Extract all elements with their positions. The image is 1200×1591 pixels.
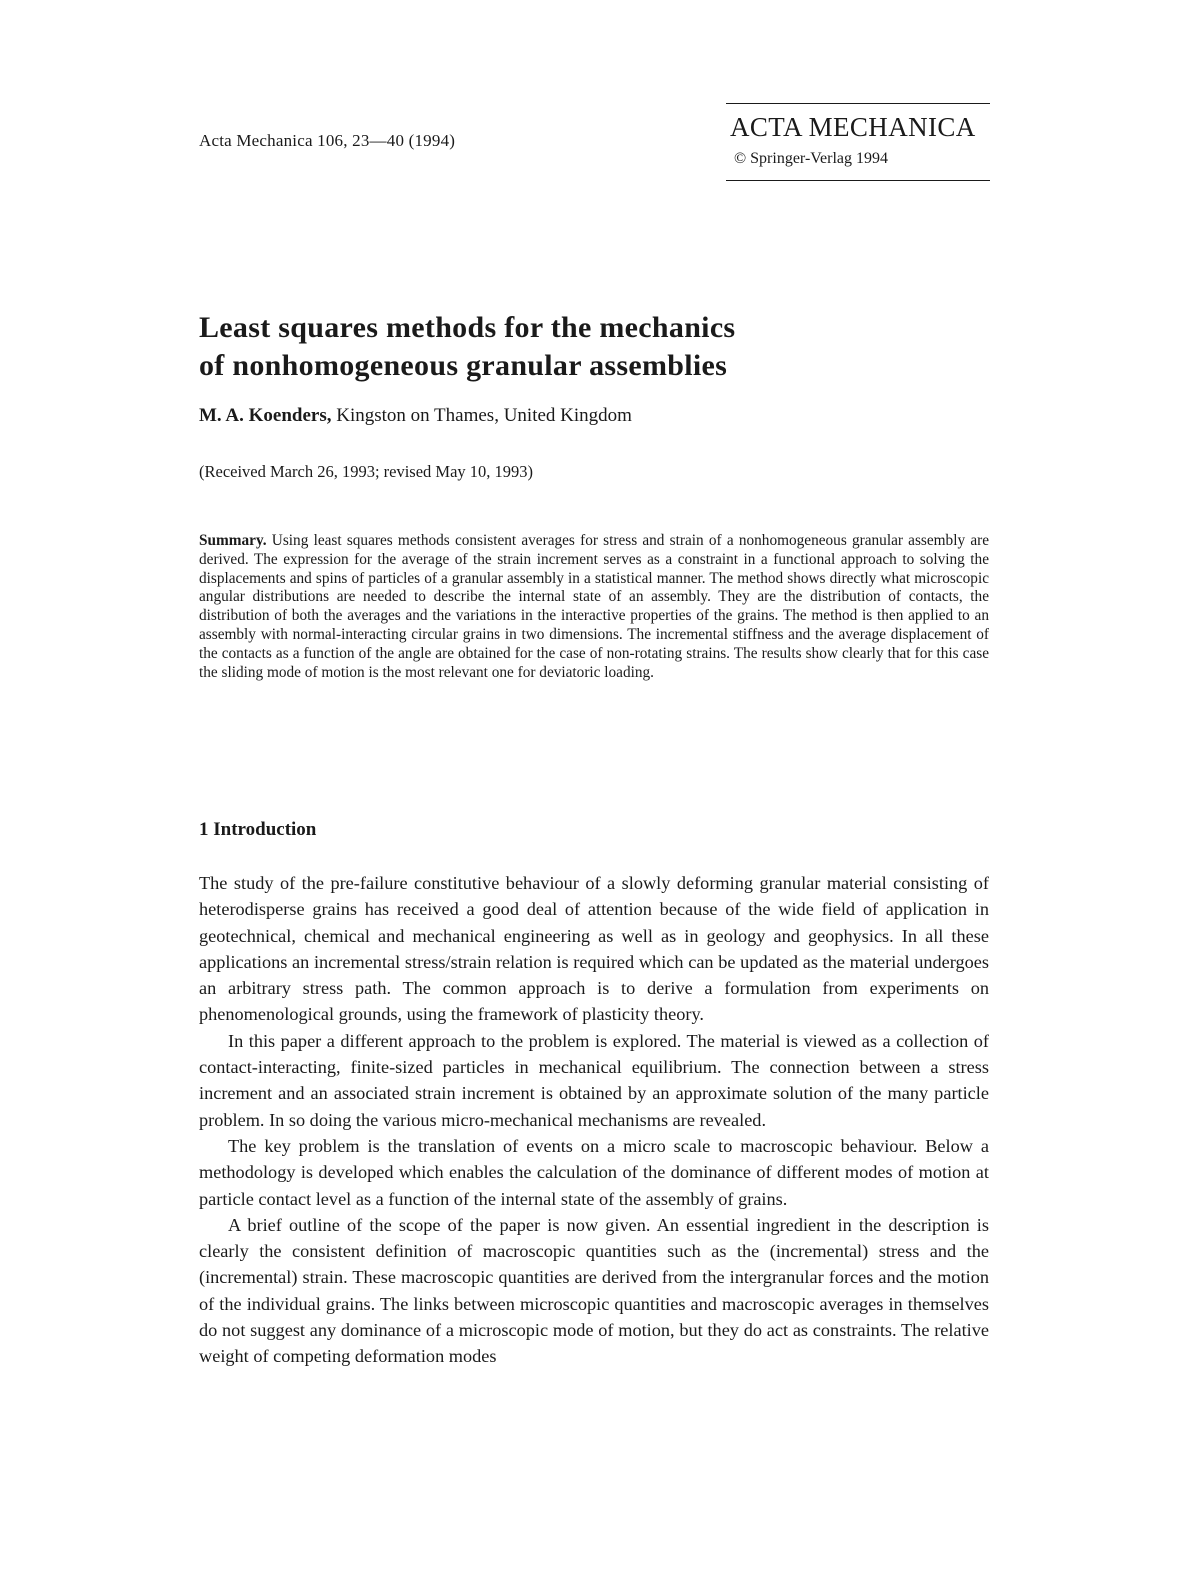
paper-title-line-2: of nonhomogeneous granular assemblies bbox=[199, 349, 728, 382]
introduction-body bbox=[199, 870, 989, 1370]
received-dates: (Received March 26, 1993; revised May 10, 1993) bbox=[199, 462, 534, 481]
body-paragraph: A brief outline of the scope of the paper is now given. An essential ingredient in the description is clearly the consistent definition of macroscopic quantities such as the (incremental) stress and the (incremental) strain. These macroscopic quantities are derived from the intergranular forces and the motion of the individual grains. The links between microscopic quantities and macroscopic averages in themselves do not suggest any dominance of a microscopic mode of motion, but they do act as constraints. The relative weight of competing deformation modes bbox=[199, 1214, 989, 1367]
body-paragraph: In this paper a different approach to the problem is explored. The material is viewed as a collection of contact-interacting, finite-sized particles in mechanical equilibrium. The connection between a stress increment and an associated strain increment is obtained by an approximate solution of the many particle problem. In so doing the various micro-mechanical mechanisms are revealed. bbox=[199, 1030, 989, 1130]
masthead-copyright: © Springer-Verlag 1994 bbox=[734, 150, 889, 167]
summary-text: Using least squares methods consistent averages for stress and strain of a nonhomogeneous granular assembly are derived. The expression for the average of the strain increment serves as a constraint in a functional approach to solving the displacements and spins of particles of a granular assembly in a statistical manner. The method shows directly what microscopic angular distributions are needed to describe the internal state of an assembly. They are the distribution of contacts, the distribution of both the averages and the variations in the interactive properties of the grains. The method is then applied to an assembly with normal-interacting circular grains in two dimensions. The incremental stiffness and the average displacement of the contacts as a function of the angle are obtained for the case of non-rotating strains. The results show clearly that for this case the sliding mode of motion is the most relevant one for deviatoric loading. bbox=[199, 532, 989, 681]
paper-title-line-1: Least squares methods for the mechanics bbox=[199, 311, 736, 344]
author-name: M. A. Koenders, bbox=[199, 405, 332, 426]
section-heading-introduction: 1 Introduction bbox=[199, 819, 317, 840]
body-paragraph: The key problem is the translation of events on a micro scale to macroscopic behaviour. Below a methodology is developed which enables the calculation of the dominance of different modes of motion at particle contact level as a function of the internal state of the assembly of grains. bbox=[199, 1135, 989, 1209]
paper-title bbox=[199, 309, 919, 385]
body-paragraph: The study of the pre-failure constitutive behaviour of a slowly deforming granular material consisting of heterodisperse grains has received a good deal of attention because of the wide field of application in geotechnical, chemical and mechanical engineering as well as in geology and geophysics. In all these applications an incremental stress/strain relation is required which can be updated as the material undergoes an arbitrary stress path. The common approach is to derive a formulation from experiments on phenomenological grounds, using the framework of plasticity theory. bbox=[199, 873, 989, 1025]
journal-reference: Acta Mechanica 106, 23—40 (1994) bbox=[199, 131, 456, 150]
masthead-title: ACTA MECHANICA bbox=[730, 112, 976, 142]
summary-label: Summary. bbox=[199, 532, 267, 549]
journal-masthead bbox=[726, 103, 990, 181]
author-affiliation: Kingston on Thames, United Kingdom bbox=[331, 405, 632, 426]
author-line bbox=[199, 405, 632, 427]
summary-abstract bbox=[199, 532, 989, 682]
